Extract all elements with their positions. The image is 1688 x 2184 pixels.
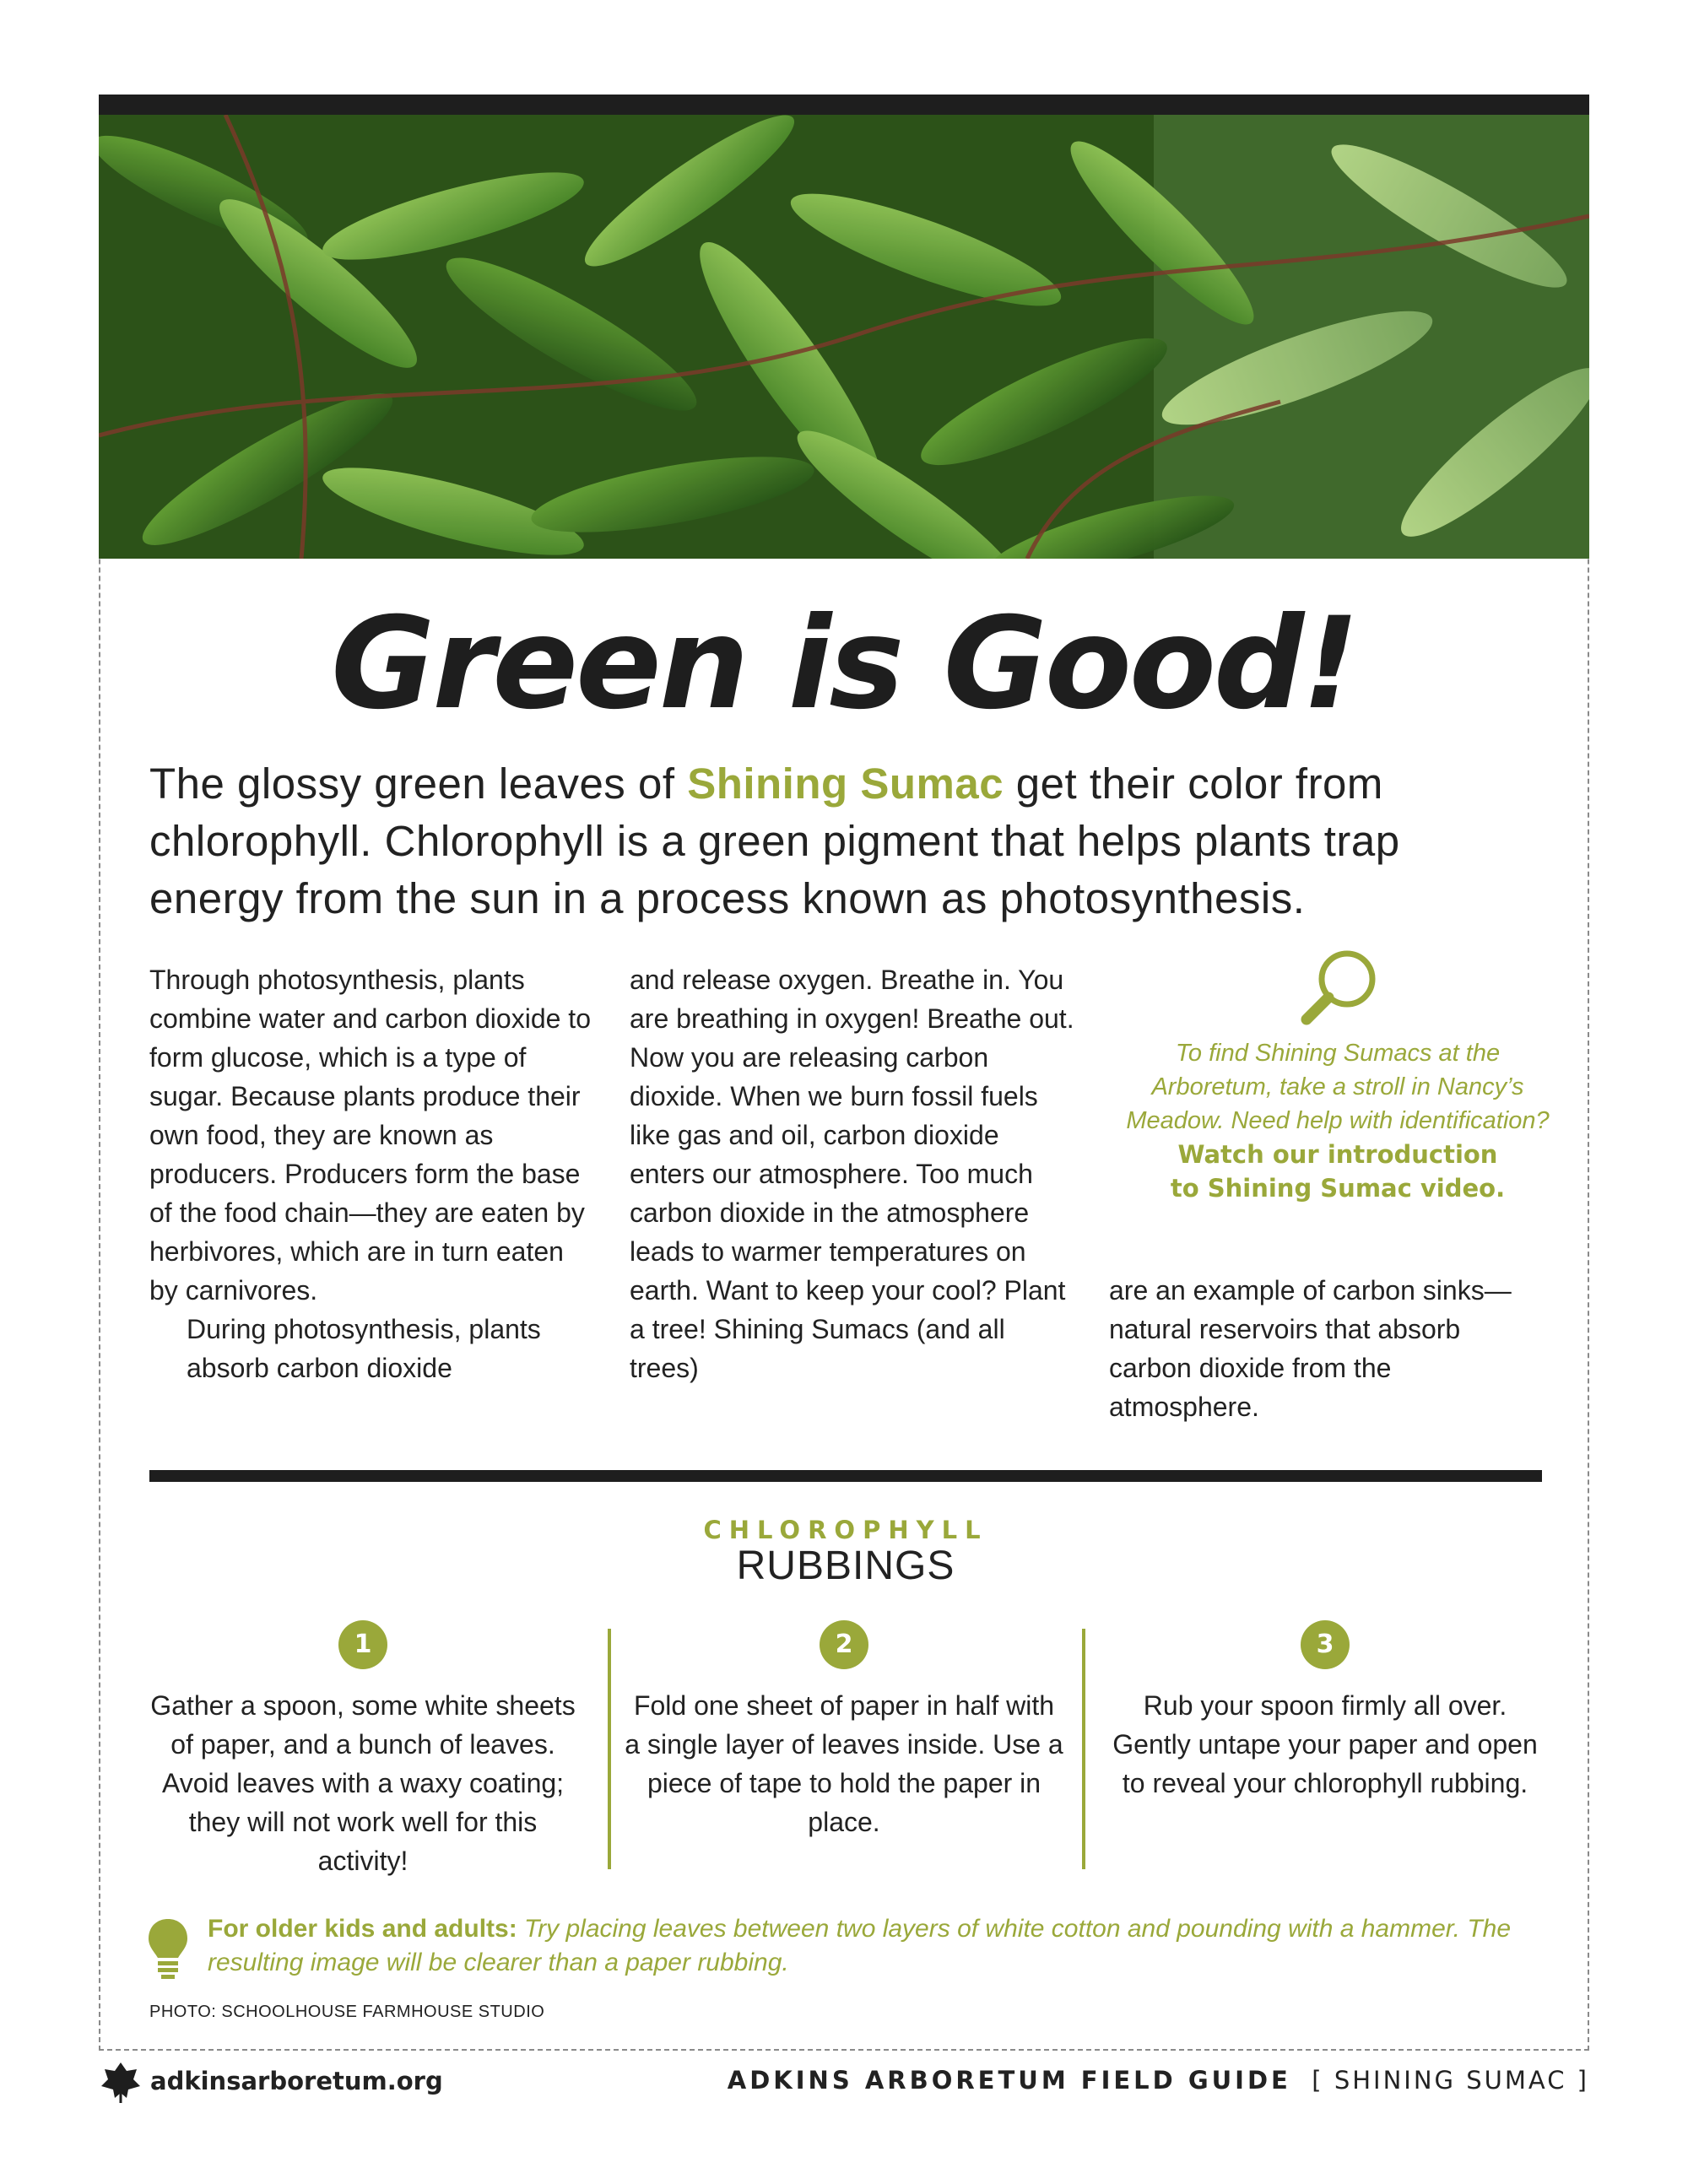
photo-credit: PHOTO: SCHOOLHOUSE FARMHOUSE STUDIO xyxy=(149,2003,545,2021)
step-divider xyxy=(608,1629,611,1869)
step-number-badge: 1 xyxy=(338,1620,387,1669)
step-3 xyxy=(1106,1620,1545,1803)
older-kids-label: For older kids and adults: xyxy=(208,1915,517,1943)
leaf-logo-icon xyxy=(101,2061,140,2103)
activity-title: RUBBINGS xyxy=(736,1543,955,1588)
body-column-1 xyxy=(149,960,597,1387)
top-bar xyxy=(99,95,1589,115)
body-column-2: and release oxygen. Breathe in. You are breathing in oxygen! Breathe out. Now you are releasing carbon dioxide. When we burn fossil fuels like gas and oil, carbon dioxide enters our atmosphere. Too much carbon dioxide in the atmosphere leads to warmer temperatures on earth. Want to keep your cool? Plant a tree! Shining Sumacs (and all trees) xyxy=(630,965,1074,1383)
body-paragraph-2: During photosynthesis, plants absorb carbon dioxide xyxy=(187,1314,541,1383)
video-link-line-1[interactable]: Watch our introduction xyxy=(1177,1140,1498,1169)
step-divider xyxy=(1082,1629,1085,1869)
step-number-badge: 2 xyxy=(820,1620,868,1669)
website-link[interactable]: adkinsarboretum.org xyxy=(150,2067,443,2095)
find-tip-box xyxy=(1118,947,1557,1205)
lead-text-before: The glossy green leaves of xyxy=(149,760,688,808)
magnifier-icon xyxy=(1291,947,1384,1028)
page-title: Green is Good! xyxy=(331,591,1357,738)
step-1 xyxy=(143,1620,582,1880)
lead-text-after: get their color from chlorophyll. Chlorophyll is a green pigment that helps plants trap energy from the sun in a process known as photosynthesis. xyxy=(149,760,1400,922)
body-column-3: are an example of carbon sinks—natural reservoirs that absorb carbon dioxide from the atmosphere. xyxy=(1109,1275,1512,1422)
activity-kicker: CHLOROPHYLL xyxy=(703,1516,988,1544)
step-text: Fold one sheet of paper in half with a single layer of leaves inside. Use a piece of tape to hold the paper in place. xyxy=(625,1690,1063,1837)
field-guide-title: ADKINS ARBORETUM FIELD GUIDE xyxy=(727,2066,1291,2095)
lightbulb-icon xyxy=(147,1917,189,1980)
footer-guide-label xyxy=(728,2066,1589,2095)
older-kids-text: Try placing leaves between two layers of white cotton and pounding with a hammer. The resulting image will be clearer than a paper rubbing. xyxy=(208,1915,1512,1976)
step-number-badge: 3 xyxy=(1301,1620,1350,1669)
lead-paragraph xyxy=(149,755,1542,927)
step-2 xyxy=(625,1620,1063,1841)
step-text: Gather a spoon, some white sheets of paper, and a bunch of leaves. Avoid leaves with a waxy coating; they will not work well for this activity! xyxy=(150,1690,576,1876)
find-tip-text: To find Shining Sumacs at the Arboretum, take a stroll in Nancy’s Meadow. Need help with identification? xyxy=(1126,1040,1550,1134)
section-divider xyxy=(149,1470,1542,1482)
older-kids-tip xyxy=(208,1912,1541,1980)
body-paragraph-1: Through photosynthesis, plants combine water and carbon dioxide to form glucose, which is a type of sugar. Because plants produce their own food, they are known as producers. Producers form the base of the food chain—they are eaten by herbivores, which are in turn eaten by carnivores. xyxy=(149,965,591,1306)
shining-sumac-leaves-photo xyxy=(99,115,1589,559)
field-guide-subject: [ SHINING SUMAC ] xyxy=(1312,2066,1589,2095)
video-link-line-2[interactable]: to Shining Sumac video. xyxy=(1170,1174,1506,1203)
shining-sumac-highlight: Shining Sumac xyxy=(687,760,1004,808)
step-text: Rub your spoon firmly all over. Gently untape your paper and open to reveal your chlorophyll rubbing. xyxy=(1112,1690,1538,1798)
